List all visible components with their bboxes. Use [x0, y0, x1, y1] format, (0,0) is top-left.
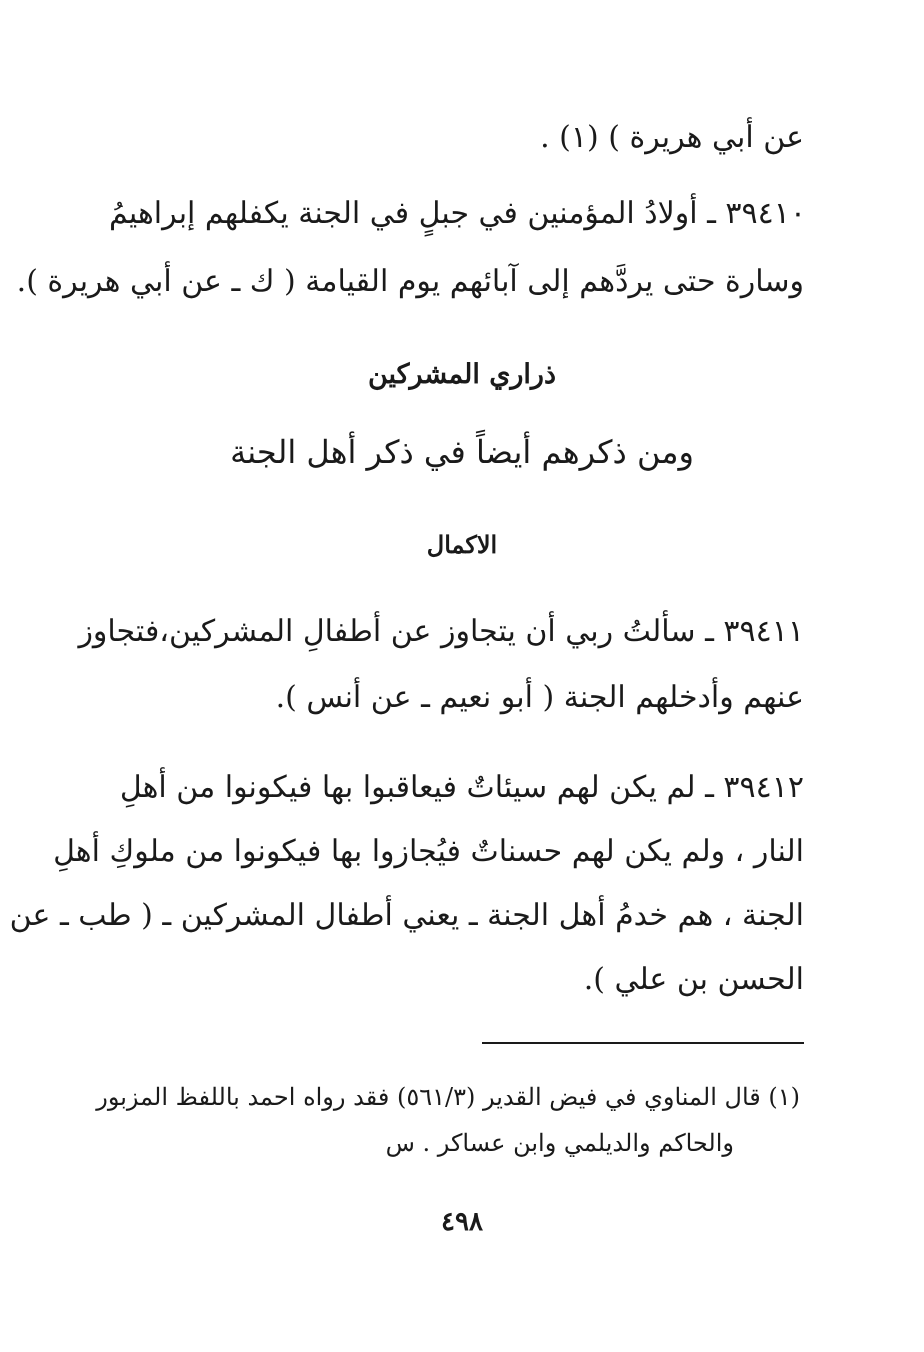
ikmal-label: الاكمال	[426, 530, 498, 559]
hadith-39410-line-1: ٣٩٤١٠ ـ أولادُ المؤمنين في جبلٍ في الجنة يكفلهم إبراهيمُ	[108, 196, 806, 231]
hadith-39411-line-1: ٣٩٤١١ ـ سألتُ ربي أن يتجاوز عن أطفالِ المشركين،فتجاوز	[78, 614, 804, 649]
hadith-39412-line-3: الجنة ، هم خدمُ أهل الجنة ـ يعني أطفال المشركين ـ ( طب ـ عن	[9, 898, 804, 933]
page-number: ٤٩٨	[441, 1207, 483, 1237]
footnote-line-2: والحاكم والديلمي وابن عساكر . س	[385, 1129, 734, 1157]
hadith-39412-line-4: الحسن بن علي ).	[583, 962, 804, 997]
section-subheading: ومن ذكرهم أيضاً في ذكر أهل الجنة	[230, 433, 694, 471]
section-heading: ذراري المشركين	[367, 359, 556, 390]
footnote-separator	[482, 1042, 804, 1044]
hadith-39412-line-1: ٣٩٤١٢ ـ لم يكن لهم سيئاتٌ فيعاقبوا بها فيكونوا من أهلِ	[119, 770, 804, 805]
hadith-39410-line-2: وسارة حتى يردَّهم إلى آبائهم يوم القيامة ( ك ـ عن أبي هريرة ).	[16, 264, 804, 299]
hadith-39412-line-2: النار ، ولم يكن لهم حسناتٌ فيُجازوا بها فيكونوا من ملوكِ أهلِ	[53, 834, 804, 869]
hadith-39411-line-2: عنهم وأدخلهم الجنة ( أبو نعيم ـ عن أنس ).	[275, 680, 804, 715]
intro-line: عن أبي هريرة ) (١) .	[540, 120, 804, 155]
footnote-line-1: (١) قال المناوي في فيض القدير (٥٦١/٣) فقد رواه احمد باللفظ المزبور	[96, 1083, 800, 1111]
